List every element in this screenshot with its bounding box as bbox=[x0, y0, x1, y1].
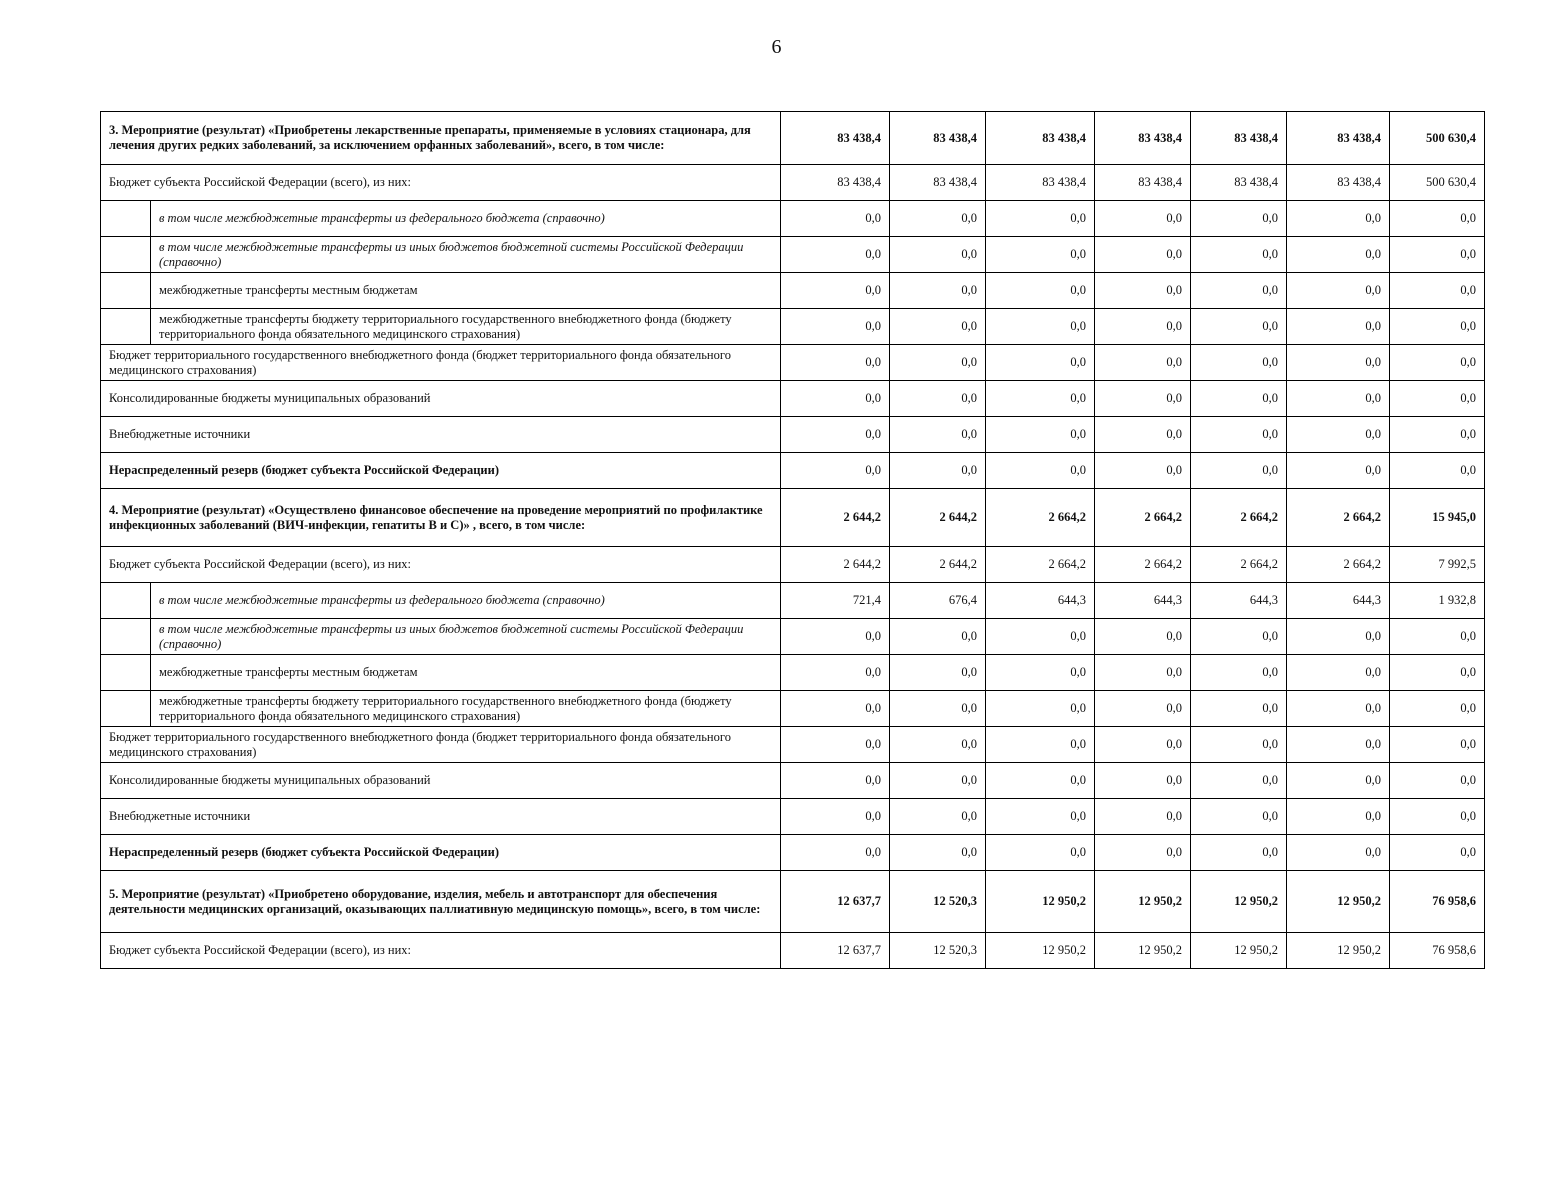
value-cell: 2 664,2 bbox=[1191, 489, 1287, 547]
value-cell: 0,0 bbox=[986, 201, 1095, 237]
value-cell: 12 520,3 bbox=[890, 871, 986, 933]
value-cell: 0,0 bbox=[1095, 309, 1191, 345]
value-cell: 0,0 bbox=[1287, 619, 1390, 655]
value-cell: 0,0 bbox=[1095, 619, 1191, 655]
value-cell: 12 950,2 bbox=[1287, 871, 1390, 933]
total-cell: 0,0 bbox=[1390, 619, 1485, 655]
value-cell: 0,0 bbox=[986, 273, 1095, 309]
value-cell: 0,0 bbox=[781, 417, 890, 453]
total-cell: 0,0 bbox=[1390, 201, 1485, 237]
total-cell: 500 630,4 bbox=[1390, 165, 1485, 201]
value-cell: 2 664,2 bbox=[1287, 547, 1390, 583]
value-cell: 0,0 bbox=[1287, 381, 1390, 417]
row-label: в том числе межбюджетные трансферты из иных бюджетов бюджетной системы Российской Федерации (справочно) bbox=[151, 237, 781, 273]
value-cell: 0,0 bbox=[1095, 345, 1191, 381]
value-cell: 644,3 bbox=[1095, 583, 1191, 619]
row-label: 4. Мероприятие (результат) «Осуществлено финансовое обеспечение на проведение мероприятий по профилактике инфекционных заболеваний (ВИЧ-инфекции, гепатиты В и С)» , всего, в том числе: bbox=[101, 489, 781, 547]
value-cell: 0,0 bbox=[781, 453, 890, 489]
value-cell: 0,0 bbox=[1095, 273, 1191, 309]
value-cell: 0,0 bbox=[1287, 453, 1390, 489]
value-cell: 0,0 bbox=[781, 655, 890, 691]
value-cell: 0,0 bbox=[1287, 799, 1390, 835]
value-cell: 0,0 bbox=[890, 691, 986, 727]
value-cell: 0,0 bbox=[1191, 835, 1287, 871]
total-cell: 0,0 bbox=[1390, 453, 1485, 489]
value-cell: 2 664,2 bbox=[1191, 547, 1287, 583]
value-cell: 83 438,4 bbox=[1095, 112, 1191, 165]
value-cell: 2 664,2 bbox=[1287, 489, 1390, 547]
value-cell: 644,3 bbox=[986, 583, 1095, 619]
table-row bbox=[101, 547, 1485, 583]
value-cell: 0,0 bbox=[1287, 201, 1390, 237]
value-cell: 0,0 bbox=[781, 273, 890, 309]
value-cell: 0,0 bbox=[986, 417, 1095, 453]
measure-header-row bbox=[101, 871, 1485, 933]
value-cell: 0,0 bbox=[890, 453, 986, 489]
indent-cell bbox=[101, 691, 151, 727]
row-label: Нераспределенный резерв (бюджет субъекта Российской Федерации) bbox=[101, 453, 781, 489]
value-cell: 0,0 bbox=[890, 309, 986, 345]
value-cell: 0,0 bbox=[1287, 655, 1390, 691]
value-cell: 12 637,7 bbox=[781, 933, 890, 969]
value-cell: 2 644,2 bbox=[781, 489, 890, 547]
value-cell: 83 438,4 bbox=[1287, 165, 1390, 201]
value-cell: 0,0 bbox=[1287, 417, 1390, 453]
subitem-row bbox=[101, 273, 1485, 309]
value-cell: 0,0 bbox=[1191, 417, 1287, 453]
value-cell: 0,0 bbox=[890, 619, 986, 655]
row-label: межбюджетные трансферты местным бюджетам bbox=[151, 655, 781, 691]
total-cell: 0,0 bbox=[1390, 799, 1485, 835]
value-cell: 0,0 bbox=[986, 835, 1095, 871]
row-label: Нераспределенный резерв (бюджет субъекта Российской Федерации) bbox=[101, 835, 781, 871]
row-label: Бюджет субъекта Российской Федерации (всего), из них: bbox=[101, 165, 781, 201]
table-row bbox=[101, 165, 1485, 201]
subitem-row bbox=[101, 655, 1485, 691]
table-row bbox=[101, 763, 1485, 799]
total-cell: 15 945,0 bbox=[1390, 489, 1485, 547]
value-cell: 0,0 bbox=[1287, 835, 1390, 871]
value-cell: 12 950,2 bbox=[986, 871, 1095, 933]
value-cell: 0,0 bbox=[1191, 453, 1287, 489]
reserve-row bbox=[101, 453, 1485, 489]
value-cell: 83 438,4 bbox=[986, 112, 1095, 165]
row-label: межбюджетные трансферты местным бюджетам bbox=[151, 273, 781, 309]
value-cell: 0,0 bbox=[1287, 309, 1390, 345]
total-cell: 0,0 bbox=[1390, 691, 1485, 727]
row-label: межбюджетные трансферты бюджету территориального государственного внебюджетного фонда (бюджету территориального фонда обязательного медицинского страхования) bbox=[151, 691, 781, 727]
value-cell: 0,0 bbox=[1095, 417, 1191, 453]
value-cell: 0,0 bbox=[1095, 691, 1191, 727]
value-cell: 0,0 bbox=[986, 799, 1095, 835]
total-cell: 7 992,5 bbox=[1390, 547, 1485, 583]
measure-header-row bbox=[101, 112, 1485, 165]
total-cell: 0,0 bbox=[1390, 655, 1485, 691]
value-cell: 0,0 bbox=[1287, 345, 1390, 381]
table-row bbox=[101, 933, 1485, 969]
subitem-row bbox=[101, 309, 1485, 345]
measure-header-row bbox=[101, 489, 1485, 547]
value-cell: 0,0 bbox=[1095, 381, 1191, 417]
value-cell: 0,0 bbox=[1191, 237, 1287, 273]
value-cell: 83 438,4 bbox=[781, 112, 890, 165]
value-cell: 0,0 bbox=[1191, 345, 1287, 381]
value-cell: 721,4 bbox=[781, 583, 890, 619]
row-label: 5. Мероприятие (результат) «Приобретено оборудование, изделия, мебель и автотранспорт для обеспечения деятельности медицинских организаций, оказывающих паллиативную медицинскую помощь», всего, в том числе: bbox=[101, 871, 781, 933]
value-cell: 0,0 bbox=[1287, 727, 1390, 763]
value-cell: 0,0 bbox=[986, 453, 1095, 489]
value-cell: 0,0 bbox=[1287, 237, 1390, 273]
value-cell: 0,0 bbox=[1095, 835, 1191, 871]
value-cell: 0,0 bbox=[986, 345, 1095, 381]
subitem-row bbox=[101, 201, 1485, 237]
table-body bbox=[101, 112, 1485, 969]
row-label: Консолидированные бюджеты муниципальных образований bbox=[101, 763, 781, 799]
value-cell: 0,0 bbox=[781, 201, 890, 237]
value-cell: 0,0 bbox=[781, 835, 890, 871]
value-cell: 0,0 bbox=[781, 727, 890, 763]
page-number: 6 bbox=[771, 36, 782, 58]
value-cell: 0,0 bbox=[890, 237, 986, 273]
total-cell: 500 630,4 bbox=[1390, 112, 1485, 165]
value-cell: 0,0 bbox=[781, 237, 890, 273]
value-cell: 83 438,4 bbox=[1095, 165, 1191, 201]
total-cell: 0,0 bbox=[1390, 763, 1485, 799]
value-cell: 12 950,2 bbox=[1095, 871, 1191, 933]
value-cell: 0,0 bbox=[1191, 273, 1287, 309]
value-cell: 0,0 bbox=[1095, 237, 1191, 273]
indent-cell bbox=[101, 619, 151, 655]
value-cell: 12 950,2 bbox=[1287, 933, 1390, 969]
value-cell: 0,0 bbox=[781, 691, 890, 727]
row-label: Бюджет субъекта Российской Федерации (всего), из них: bbox=[101, 933, 781, 969]
total-cell: 0,0 bbox=[1390, 417, 1485, 453]
row-label: Бюджет субъекта Российской Федерации (всего), из них: bbox=[101, 547, 781, 583]
value-cell: 2 664,2 bbox=[1095, 547, 1191, 583]
value-cell: 0,0 bbox=[986, 309, 1095, 345]
value-cell: 0,0 bbox=[1287, 273, 1390, 309]
row-label: Бюджет территориального государственного внебюджетного фонда (бюджет территориального фонда обязательного медицинского страхования) bbox=[101, 345, 781, 381]
value-cell: 0,0 bbox=[781, 763, 890, 799]
value-cell: 644,3 bbox=[1287, 583, 1390, 619]
value-cell: 0,0 bbox=[781, 309, 890, 345]
value-cell: 2 644,2 bbox=[781, 547, 890, 583]
value-cell: 0,0 bbox=[890, 835, 986, 871]
value-cell: 0,0 bbox=[781, 799, 890, 835]
value-cell: 83 438,4 bbox=[1287, 112, 1390, 165]
total-cell: 0,0 bbox=[1390, 309, 1485, 345]
value-cell: 0,0 bbox=[986, 619, 1095, 655]
value-cell: 0,0 bbox=[1095, 453, 1191, 489]
subitem-row bbox=[101, 619, 1485, 655]
value-cell: 0,0 bbox=[1191, 309, 1287, 345]
value-cell: 2 664,2 bbox=[986, 547, 1095, 583]
value-cell: 0,0 bbox=[1191, 655, 1287, 691]
value-cell: 0,0 bbox=[986, 655, 1095, 691]
value-cell: 0,0 bbox=[1287, 691, 1390, 727]
value-cell: 0,0 bbox=[890, 799, 986, 835]
value-cell: 0,0 bbox=[890, 201, 986, 237]
total-cell: 0,0 bbox=[1390, 273, 1485, 309]
subitem-row bbox=[101, 237, 1485, 273]
value-cell: 0,0 bbox=[1095, 201, 1191, 237]
value-cell: 0,0 bbox=[890, 273, 986, 309]
value-cell: 2 664,2 bbox=[986, 489, 1095, 547]
value-cell: 83 438,4 bbox=[986, 165, 1095, 201]
value-cell: 0,0 bbox=[890, 417, 986, 453]
value-cell: 12 950,2 bbox=[1095, 933, 1191, 969]
total-cell: 0,0 bbox=[1390, 237, 1485, 273]
value-cell: 676,4 bbox=[890, 583, 986, 619]
table-row bbox=[101, 727, 1485, 763]
value-cell: 83 438,4 bbox=[890, 165, 986, 201]
value-cell: 0,0 bbox=[1191, 727, 1287, 763]
value-cell: 2 644,2 bbox=[890, 547, 986, 583]
indent-cell bbox=[101, 273, 151, 309]
table-row bbox=[101, 417, 1485, 453]
subitem-row bbox=[101, 691, 1485, 727]
value-cell: 83 438,4 bbox=[781, 165, 890, 201]
budget-table bbox=[100, 111, 1485, 969]
row-label: Внебюджетные источники bbox=[101, 799, 781, 835]
indent-cell bbox=[101, 201, 151, 237]
value-cell: 12 520,3 bbox=[890, 933, 986, 969]
value-cell: 0,0 bbox=[986, 381, 1095, 417]
value-cell: 0,0 bbox=[890, 345, 986, 381]
row-label: межбюджетные трансферты бюджету территориального государственного внебюджетного фонда (бюджету территориального фонда обязательного медицинского страхования) bbox=[151, 309, 781, 345]
value-cell: 0,0 bbox=[1095, 763, 1191, 799]
value-cell: 644,3 bbox=[1191, 583, 1287, 619]
indent-cell bbox=[101, 583, 151, 619]
total-cell: 0,0 bbox=[1390, 835, 1485, 871]
row-label: Бюджет территориального государственного внебюджетного фонда (бюджет территориального фонда обязательного медицинского страхования) bbox=[101, 727, 781, 763]
value-cell: 83 438,4 bbox=[1191, 112, 1287, 165]
subitem-row bbox=[101, 583, 1485, 619]
total-cell: 0,0 bbox=[1390, 727, 1485, 763]
value-cell: 0,0 bbox=[1095, 727, 1191, 763]
value-cell: 0,0 bbox=[986, 237, 1095, 273]
value-cell: 0,0 bbox=[890, 763, 986, 799]
total-cell: 76 958,6 bbox=[1390, 933, 1485, 969]
row-label: Внебюджетные источники bbox=[101, 417, 781, 453]
value-cell: 83 438,4 bbox=[1191, 165, 1287, 201]
value-cell: 0,0 bbox=[1191, 799, 1287, 835]
value-cell: 0,0 bbox=[986, 727, 1095, 763]
value-cell: 0,0 bbox=[1191, 381, 1287, 417]
value-cell: 0,0 bbox=[781, 381, 890, 417]
value-cell: 12 950,2 bbox=[1191, 871, 1287, 933]
indent-cell bbox=[101, 309, 151, 345]
value-cell: 0,0 bbox=[890, 655, 986, 691]
value-cell: 0,0 bbox=[1191, 763, 1287, 799]
value-cell: 0,0 bbox=[1095, 799, 1191, 835]
value-cell: 0,0 bbox=[1095, 655, 1191, 691]
value-cell: 12 637,7 bbox=[781, 871, 890, 933]
total-cell: 0,0 bbox=[1390, 381, 1485, 417]
value-cell: 0,0 bbox=[1191, 691, 1287, 727]
value-cell: 0,0 bbox=[781, 619, 890, 655]
row-label: 3. Мероприятие (результат) «Приобретены лекарственные препараты, применяемые в условиях стационара, для лечения других редких заболеваний, за исключением орфанных заболеваний», всего, в том числе: bbox=[101, 112, 781, 165]
table-row bbox=[101, 345, 1485, 381]
value-cell: 0,0 bbox=[986, 763, 1095, 799]
row-label: в том числе межбюджетные трансферты из иных бюджетов бюджетной системы Российской Федерации (справочно) bbox=[151, 619, 781, 655]
indent-cell bbox=[101, 237, 151, 273]
value-cell: 0,0 bbox=[890, 381, 986, 417]
value-cell: 2 664,2 bbox=[1095, 489, 1191, 547]
value-cell: 12 950,2 bbox=[1191, 933, 1287, 969]
value-cell: 0,0 bbox=[1287, 763, 1390, 799]
total-cell: 0,0 bbox=[1390, 345, 1485, 381]
reserve-row bbox=[101, 835, 1485, 871]
value-cell: 83 438,4 bbox=[890, 112, 986, 165]
value-cell: 0,0 bbox=[986, 691, 1095, 727]
value-cell: 2 644,2 bbox=[890, 489, 986, 547]
row-label: в том числе межбюджетные трансферты из федерального бюджета (справочно) bbox=[151, 201, 781, 237]
row-label: Консолидированные бюджеты муниципальных образований bbox=[101, 381, 781, 417]
table-row bbox=[101, 799, 1485, 835]
total-cell: 1 932,8 bbox=[1390, 583, 1485, 619]
value-cell: 0,0 bbox=[781, 345, 890, 381]
value-cell: 12 950,2 bbox=[986, 933, 1095, 969]
indent-cell bbox=[101, 655, 151, 691]
row-label: в том числе межбюджетные трансферты из федерального бюджета (справочно) bbox=[151, 583, 781, 619]
value-cell: 0,0 bbox=[1191, 619, 1287, 655]
value-cell: 0,0 bbox=[890, 727, 986, 763]
total-cell: 76 958,6 bbox=[1390, 871, 1485, 933]
value-cell: 0,0 bbox=[1191, 201, 1287, 237]
table-row bbox=[101, 381, 1485, 417]
